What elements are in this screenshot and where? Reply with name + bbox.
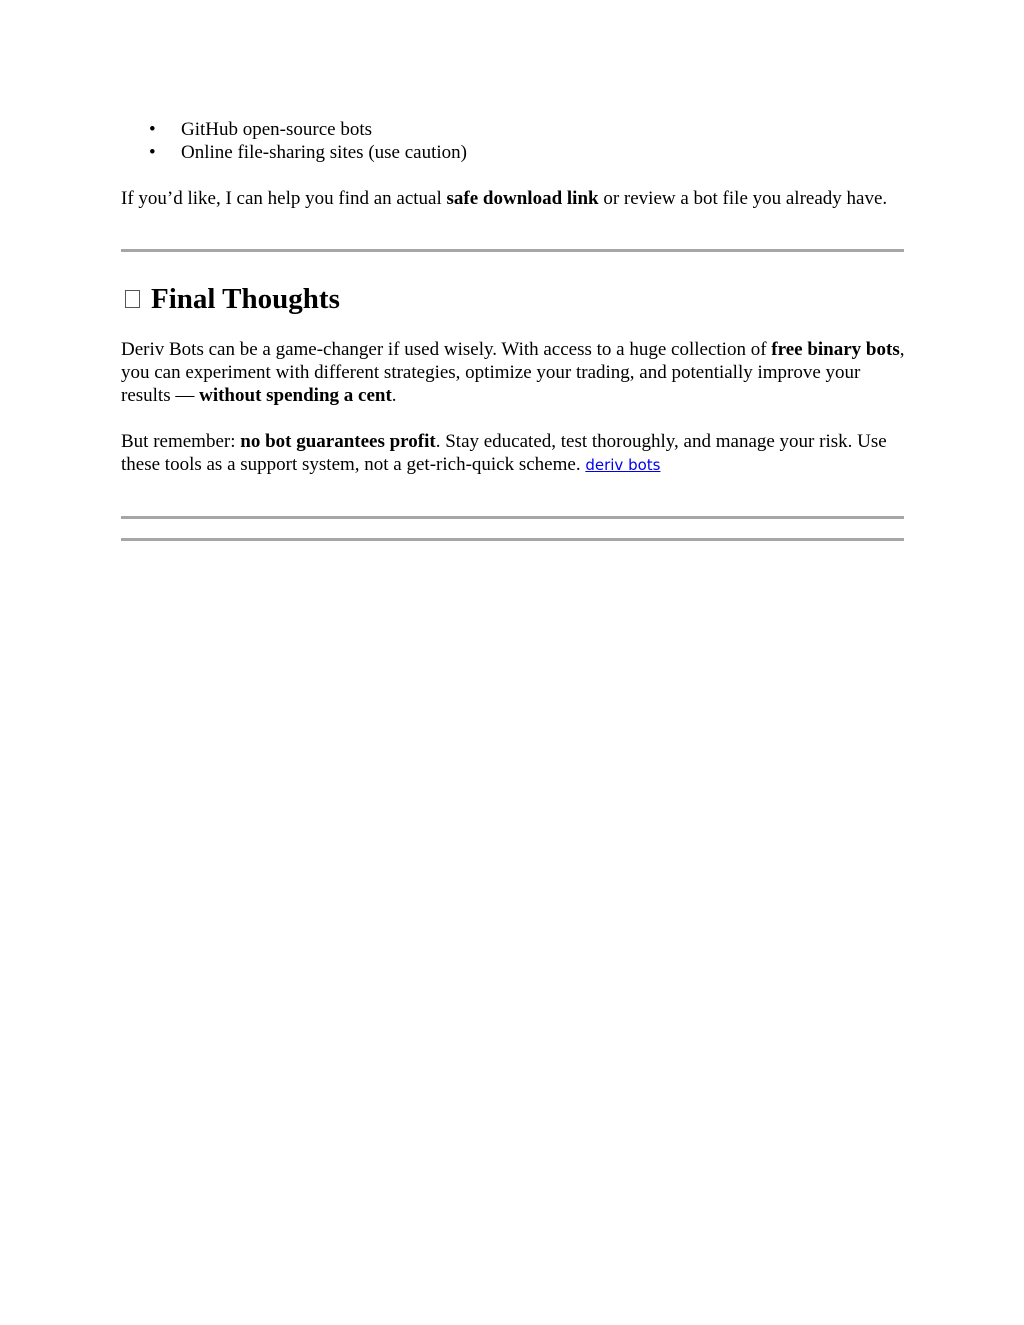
final-thoughts-paragraph bbox=[121, 338, 905, 407]
horizontal-divider bbox=[121, 538, 904, 541]
intro-text-before: If you’d like, I can help you find an actual bbox=[121, 188, 447, 209]
document-page bbox=[121, 118, 905, 541]
paragraph-bold-text: free binary bots bbox=[771, 339, 900, 360]
section-heading bbox=[121, 282, 905, 316]
deriv-bots-link[interactable]: deriv bots bbox=[585, 456, 661, 474]
reminder-paragraph bbox=[121, 430, 905, 477]
paragraph-text: Deriv Bots can be a game-changer if used wisely. With access to a huge collection of bbox=[121, 339, 772, 360]
intro-paragraph bbox=[121, 187, 905, 210]
horizontal-divider bbox=[121, 516, 904, 519]
bullet-list bbox=[121, 118, 905, 164]
section-title: Final Thoughts bbox=[151, 283, 340, 315]
paragraph-text: . bbox=[391, 385, 397, 406]
intro-text-after: or review a bot file you already have. bbox=[598, 188, 888, 209]
paragraph-text: But remember: bbox=[121, 431, 241, 452]
bullet-icon: • bbox=[149, 119, 156, 140]
list-item bbox=[121, 141, 905, 164]
list-item-text: Online file-sharing sites (use caution) bbox=[181, 142, 467, 163]
empty-box-icon bbox=[125, 290, 140, 308]
paragraph-bold-text: without spending a cent bbox=[199, 385, 392, 406]
paragraph-text: , you can experiment with different strategies, optimize your trading, and potentially improve your results — bbox=[121, 339, 905, 406]
horizontal-divider bbox=[121, 249, 904, 252]
intro-bold-text: safe download link bbox=[446, 188, 599, 209]
paragraph-text: . Stay educated, test thoroughly, and manage your risk. Use these tools as a support system, not a get-rich-quick scheme. bbox=[121, 431, 887, 475]
paragraph-bold-text: no bot guarantees profit bbox=[240, 431, 436, 452]
bullet-icon: • bbox=[149, 142, 156, 163]
list-item bbox=[121, 118, 905, 141]
list-item-text: GitHub open-source bots bbox=[181, 119, 373, 140]
